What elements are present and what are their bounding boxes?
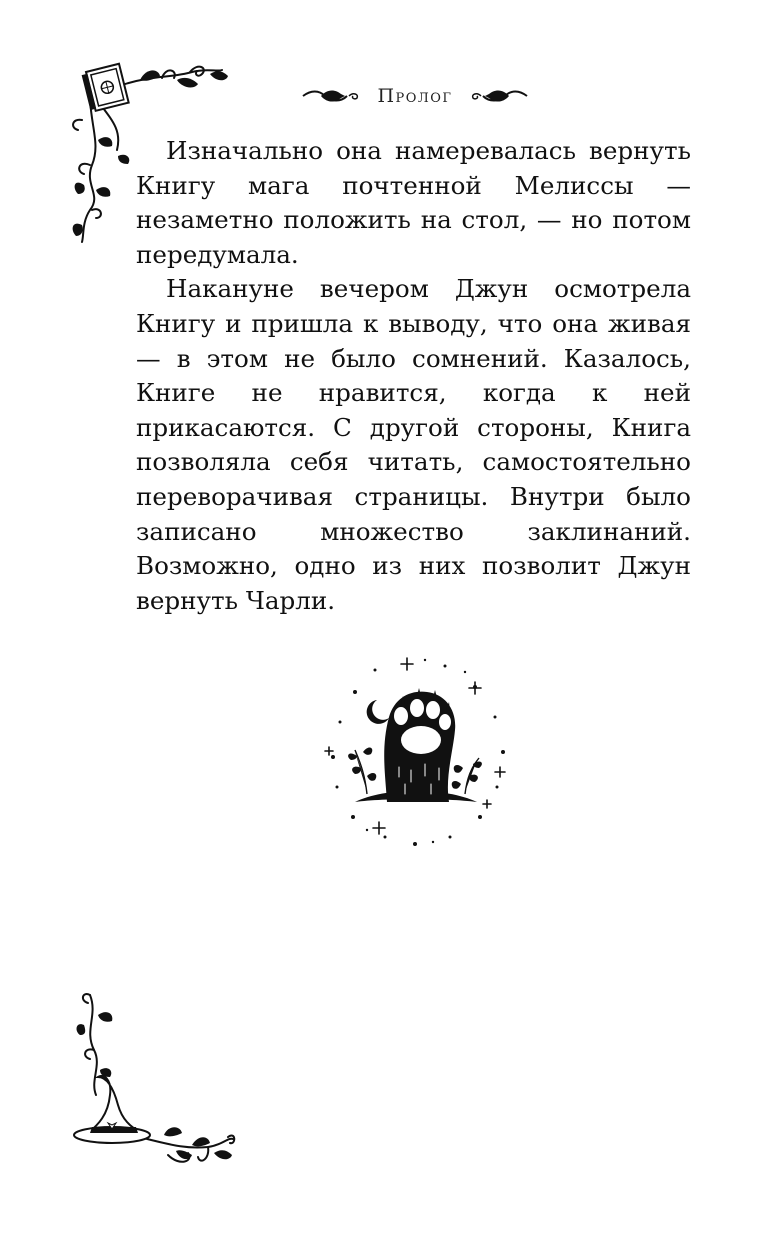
running-header xyxy=(280,82,550,110)
cat-paw-emblem-icon xyxy=(315,652,515,852)
paragraph: Накануне вечером Джун осмотрела Книгу и пришла к выводу, что она живая — в этом не было сомнений. Казалось, Книге не нравится, когда к ней прикасаются. С другой стороны, Книга позволяла себя читать, самостоятельно переворачивая страницы. Внутри было записано множество заклинаний. Возможно, одно из них позволит Джун вернуть Чарли. xyxy=(136,274,691,615)
flourish-right-icon xyxy=(467,86,529,106)
paragraph: Изначально она намеревалась вернуть Книгу мага почтенной Мелиссы — незаметно положить на стол, — но потом передумала. xyxy=(136,136,691,269)
body-text xyxy=(136,134,691,618)
chapter-title: Пролог xyxy=(377,85,453,107)
flourish-left-icon xyxy=(301,86,363,106)
vine-witch-hat-ornament-icon xyxy=(68,985,240,1175)
